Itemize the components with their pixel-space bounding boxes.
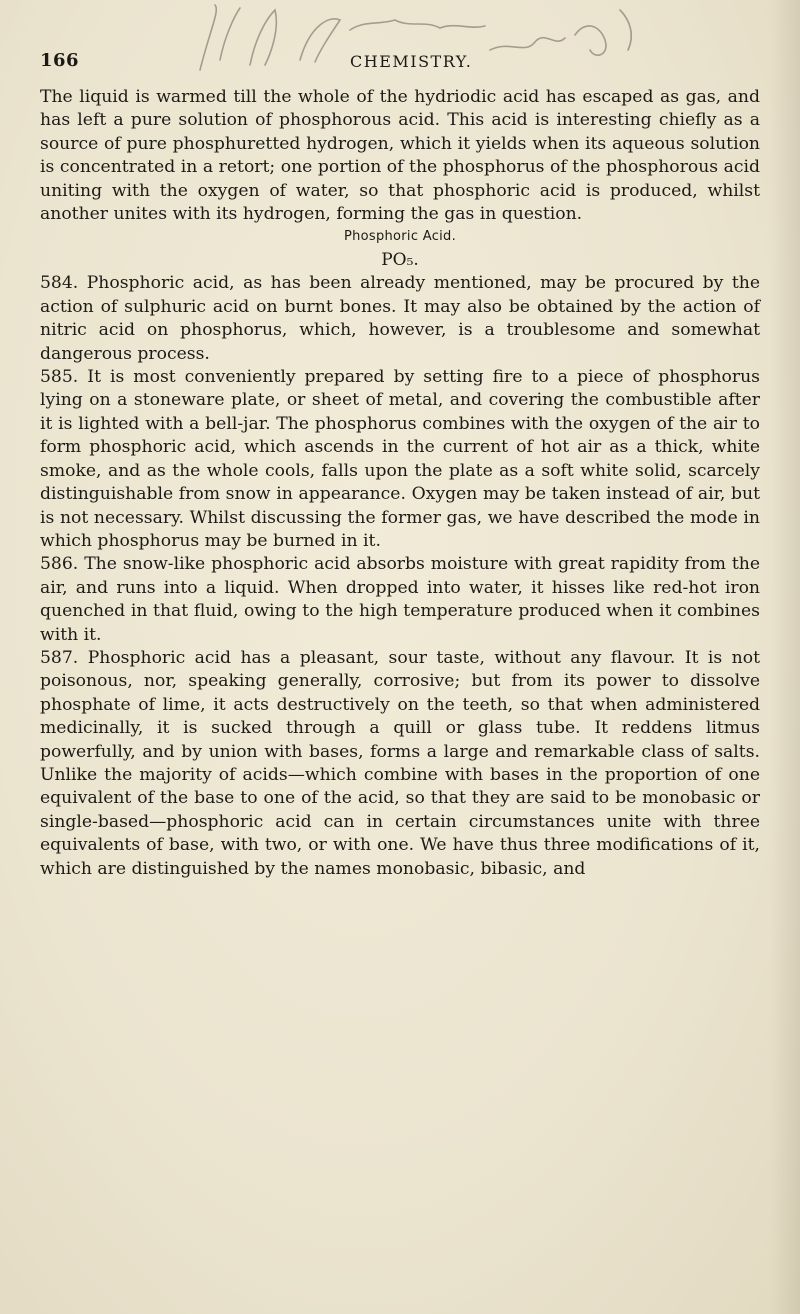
- page-edge-shadow: [770, 0, 800, 1314]
- paragraph-586: 586. The snow-like phosphoric acid absorbs moisture with great rapidity from the air, and runs into a liquid. When dropped into water, it hisses like red-hot iron quenched in that fluid, owing to the high temperature produced when it combines with it.: [40, 554, 760, 645]
- intro-paragraph: The liquid is warmed till the whole of the hydriodic acid has escaped as gas, and has left a pure solution of phosphorous acid. This acid is interesting chiefly as a source of pure phosphuretted hydrogen, which it yields when its aqueous solution is concentrated in a retort; one portion of the phosphorus of the phosphorous acid uniting with the oxygen of water, so that phosphoric acid is produced, whilst another unites with its hydrogen, forming the gas in question.: [40, 87, 760, 225]
- section-heading: Phosphoric Acid.: [343, 229, 457, 245]
- paragraph-587: 587. Phosphoric acid has a pleasant, sour taste, without any flavour. It is not poisonous, nor, speaking generally, corrosive; but from its power to dissolve phosphate of lime, it acts destructively on the teeth, so that when administered medicinally, it is sucked through a quill or glass tube. It reddens litmus powerfully, and by union with bases, forms a large and remarkable class of salts. Unlike the majority of acids—which combine with bases in the proportion of one equivalent of the base to one of the acid, so that they are said to be monobasic or single-based—phosphoric acid can in certain circumstances unite with three equivalents of base, with two, or with one. We have thus three modifications of it, which are distinguished by the names monobasic, bibasic, and: [40, 647, 760, 879]
- paragraph-584: 584. Phosphoric acid, as has been already mentioned, may be procured by the action of sulphuric acid on burnt bones. It may also be obtained by the action of nitric acid on phosphorus, which, however, is a troublesome and somewhat dangerous process.: [40, 273, 760, 364]
- body-text: [40, 86, 760, 881]
- page-number: 166: [40, 50, 80, 71]
- chemical-formula: PO₅.: [381, 250, 419, 271]
- running-title: CHEMISTRY.: [350, 52, 473, 71]
- page-header: [0, 50, 800, 76]
- paragraph-585: 585. It is most conveniently prepared by setting fire to a piece of phosphorus lying on a stoneware plate, or sheet of metal, and covering the combustible after it is lighted with a bell-jar. The phosphorus combines with the oxygen of the air to form phosphoric acid, which ascends in the current of hot air as a thick, white smoke, and as the whole cools, falls upon the plate as a soft white solid, scarcely distinguishable from snow in appearance. Oxygen may be taken instead of air, but is not necessary. Whilst discussing the former gas, we have described the mode in which phosphorus may be burned in it.: [40, 367, 760, 551]
